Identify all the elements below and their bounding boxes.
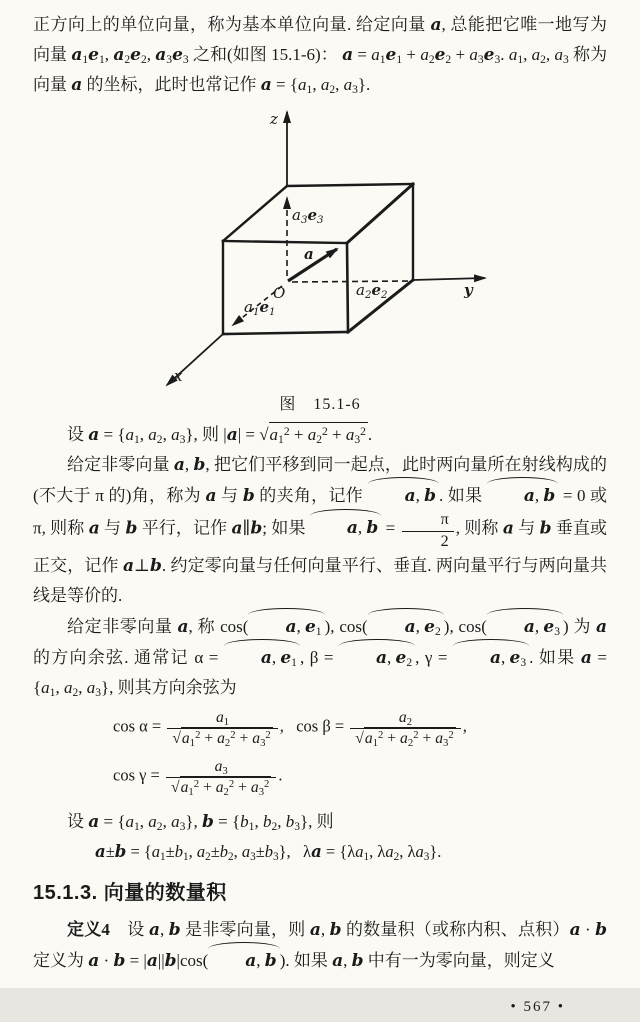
z-axis-label: z: [270, 110, 278, 128]
equation-vector-operations: $a\pm b = \{a_1\pm b_1$, $a_2\pm b_2$, $a_3\pm b_3$}, $\lambda a = \{\lambda a_1$, $\lambda a_2$, $\lambda a_3$}.: [95, 842, 442, 864]
paragraph-basis-vectors: 正方向上的单位向量，称为基本单位向量. 给定向量 a, 总能把它唯一地写为向量 $a_1e_1$, $a_2e_2$, $a_3e_3$ 之和(如图 15.1-6)： $a = a_1e_1 + a_2e_2 + a_3e_3$. $a_1$, $a_2$, $a_3$ 称为向量 a 的坐标，此时也常记作 $a = \{a_1$, $a_2$, $a_3$}.: [33, 15, 608, 97]
y-axis-line: [413, 278, 485, 280]
equation-cos-alpha-beta: cos α = $\frac{a_1}{√a_1^2 + a_2^2 + a_3^2}$ , cos β = $\frac{a_2}{√a_1^2 + a_2^2 + a_3^2}$ ,: [113, 709, 467, 750]
hidden-y-edge: [292, 281, 410, 282]
section-heading-15-1-3: 15.1.3. 向量的数量积: [33, 882, 227, 905]
y-axis-label: y: [464, 281, 473, 299]
a2e2-label: $a_2e_2$: [356, 281, 388, 301]
paragraph-direction-cosines: 给定非零向量 a, 称 cos( a, $e_1$ ), cos( a, $e_2$ ), cos( a, $e_3$ ) 为 a 的方向余弦. 通常记 α = a, $e_1$ , β = a, $e_2$ , γ = a, $e_3$ . 如果 $a = \{a_1$, $a_2$, $a_3$}, 则其方向余弦为: [33, 611, 607, 703]
paragraph-definition-4-dot-product: 定义4 设 a, b 是非零向量，则 a, b 的数量积（或称内积、点积）a · b 定义为 a · b = |a||b|cos( a, b ). 如果 a, b 中有一为零向量，则定义: [33, 915, 607, 976]
paragraph-component-setup: 设 $a = \{a_1$, $a_2$, $a_3$}, $b = \{b_1$, $b_2$, $b_3$}, 则: [67, 812, 334, 834]
x-axis-label: x: [174, 367, 183, 385]
equation-cos-gamma: cos γ = $\frac{a_3}{√a_1^2 + a_2^2 + a_3^2}$ .: [113, 758, 283, 799]
box-diagram-svg: [33, 106, 607, 394]
paragraph-magnitude: 设 $a = \{a_1$, $a_2$, $a_3$}, 则 $|a| = √a_1^2 + a_2^2 + a_3^2$ .: [33, 420, 607, 450]
figure-caption: 图 15.1-6: [279, 396, 361, 413]
a3e3-label: $a_3e_3$: [292, 206, 324, 226]
vector-box-diagram: [33, 106, 607, 394]
vector-a-label: a: [304, 245, 314, 263]
a1e1-label: $a_1e_1$: [244, 298, 276, 318]
page-number: • 567 •: [510, 999, 565, 1016]
figure-15-1-6: [33, 106, 607, 416]
origin-label: O: [273, 284, 286, 302]
paragraph-angle-between-vectors: 给定非零向量 a, b, 把它们平移到同一起点，此时两向量所在射线构成的(不大于 π 的)角，称为 a 与 b 的夹角，记作 a, b . 如果 a, b = 0 或 π, 则称 a 与 b 平行，记作 a∥b; 如果 a, b = $\frac{\pi}{2}$ , 则称 a 与 b 垂直或正交，记作 a⊥b. 约定零向量与任何向量平行、垂直. 两向量平行与两向量共线是等价的.: [33, 455, 608, 606]
coordinate-axes: [167, 112, 485, 385]
